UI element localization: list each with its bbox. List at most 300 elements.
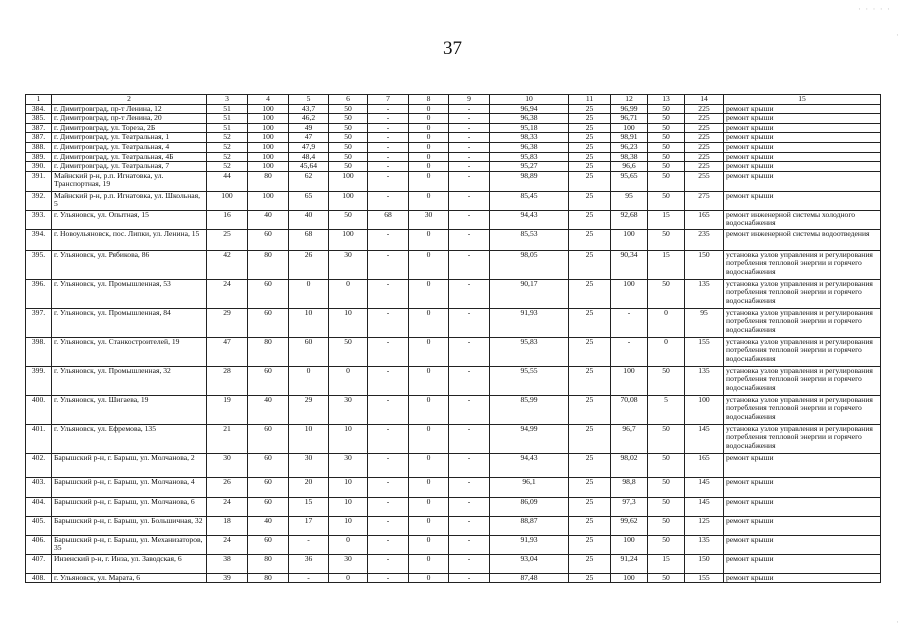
cell-7: - (368, 535, 409, 554)
cell-10: 87,48 (490, 573, 569, 583)
cell-4: 100 (248, 133, 289, 143)
cell-8: 0 (409, 162, 449, 172)
cell-14: 225 (685, 133, 724, 143)
cell-3: 100 (207, 191, 248, 210)
row-number: 387. (26, 133, 52, 143)
cell-14: 255 (685, 171, 724, 191)
table-row (26, 395, 881, 424)
work-type: ремонт инженерной системы холодного водоснабжения (724, 210, 881, 229)
cell-4: 60 (248, 424, 289, 453)
row-number: 394. (26, 229, 52, 250)
cell-12: 95,65 (611, 171, 648, 191)
cell-6: 50 (329, 162, 368, 172)
row-number: 389. (26, 152, 52, 162)
cell-14: 155 (685, 573, 724, 583)
cell-11: 25 (569, 279, 611, 308)
cell-3: 30 (207, 453, 248, 477)
row-number: 384. (26, 104, 52, 114)
cell-13: 0 (648, 337, 685, 366)
cell-5: 65 (289, 191, 329, 210)
table-row (26, 123, 881, 133)
cell-6: 50 (329, 152, 368, 162)
cell-10: 95,27 (490, 162, 569, 172)
column-number: 6 (329, 95, 368, 105)
row-number: 390. (26, 162, 52, 172)
cell-8: 0 (409, 516, 449, 535)
cell-13: 15 (648, 250, 685, 279)
cell-13: 50 (648, 453, 685, 477)
cell-4: 60 (248, 453, 289, 477)
cell-3: 38 (207, 554, 248, 573)
cell-5: 15 (289, 497, 329, 516)
cell-14: 225 (685, 114, 724, 124)
cell-10: 98,89 (490, 171, 569, 191)
table-row (26, 424, 881, 453)
cell-13: 50 (648, 104, 685, 114)
column-number: 4 (248, 95, 289, 105)
cell-8: 0 (409, 453, 449, 477)
work-type: установка узлов управления и регулирования потребления тепловой энергии и горячего водоснабжения (724, 395, 881, 424)
cell-8: 0 (409, 229, 449, 250)
column-number-row (26, 95, 881, 105)
column-number: 1 (26, 95, 52, 105)
cell-3: 24 (207, 279, 248, 308)
cell-7: - (368, 250, 409, 279)
cell-3: 52 (207, 133, 248, 143)
cell-5: 49 (289, 123, 329, 133)
address: г. Ульяновск, ул. Промышленная, 84 (52, 308, 207, 337)
cell-9: - (449, 142, 490, 152)
work-type: установка узлов управления и регулирования потребления тепловой энергии и горячего водоснабжения (724, 366, 881, 395)
work-type: ремонт крыши (724, 477, 881, 497)
cell-10: 95,83 (490, 337, 569, 366)
cell-12: 70,08 (611, 395, 648, 424)
table-row (26, 554, 881, 573)
cell-9: - (449, 229, 490, 250)
cell-13: 50 (648, 123, 685, 133)
column-number: 10 (490, 95, 569, 105)
cell-6: 50 (329, 123, 368, 133)
cell-7: - (368, 453, 409, 477)
cell-3: 51 (207, 104, 248, 114)
column-number: 14 (685, 95, 724, 105)
cell-3: 16 (207, 210, 248, 229)
cell-5: 43,7 (289, 104, 329, 114)
table-row (26, 497, 881, 516)
address: Барышский р-н, г. Барыш, ул. Большичная, 32 (52, 516, 207, 535)
cell-6: 50 (329, 142, 368, 152)
cell-10: 94,99 (490, 424, 569, 453)
cell-10: 96,38 (490, 142, 569, 152)
cell-11: 25 (569, 395, 611, 424)
cell-3: 39 (207, 573, 248, 583)
address: г. Новоульяновск, пос. Липки, ул. Ленина, 15 (52, 229, 207, 250)
cell-3: 24 (207, 497, 248, 516)
cell-13: 50 (648, 535, 685, 554)
cell-8: 0 (409, 337, 449, 366)
cell-10: 95,18 (490, 123, 569, 133)
cell-5: 26 (289, 250, 329, 279)
work-type: ремонт крыши (724, 133, 881, 143)
cell-14: 225 (685, 104, 724, 114)
cell-9: - (449, 516, 490, 535)
address: г. Ульяновск, ул. Станкостроителей, 19 (52, 337, 207, 366)
cell-11: 25 (569, 573, 611, 583)
cell-14: 145 (685, 424, 724, 453)
scan-artifact-bottom-right: · (896, 617, 900, 627)
cell-9: - (449, 133, 490, 143)
cell-14: 155 (685, 337, 724, 366)
cell-11: 25 (569, 535, 611, 554)
cell-11: 25 (569, 171, 611, 191)
cell-5: 60 (289, 337, 329, 366)
cell-9: - (449, 337, 490, 366)
column-number: 2 (52, 95, 207, 105)
address: г. Димитровград, пр-т Ленина, 20 (52, 114, 207, 124)
work-type: установка узлов управления и регулирования потребления тепловой энергии и горячего водоснабжения (724, 279, 881, 308)
row-number: 405. (26, 516, 52, 535)
cell-4: 80 (248, 171, 289, 191)
cell-13: 15 (648, 210, 685, 229)
column-number: 13 (648, 95, 685, 105)
address: Майнский р-н, р.п. Игнатовка, ул. Школьная, 5 (52, 191, 207, 210)
cell-14: 225 (685, 123, 724, 133)
address: Барышский р-н, г. Барыш, ул. Молчанова, 4 (52, 477, 207, 497)
cell-9: - (449, 123, 490, 133)
cell-14: 100 (685, 395, 724, 424)
cell-3: 42 (207, 250, 248, 279)
cell-11: 25 (569, 453, 611, 477)
address: г. Ульяновск, ул. Марата, 6 (52, 573, 207, 583)
work-type: ремонт крыши (724, 171, 881, 191)
cell-12: 97,3 (611, 497, 648, 516)
cell-13: 50 (648, 142, 685, 152)
cell-14: 225 (685, 142, 724, 152)
cell-7: - (368, 171, 409, 191)
work-type: ремонт крыши (724, 453, 881, 477)
cell-12: 100 (611, 573, 648, 583)
cell-9: - (449, 104, 490, 114)
cell-6: 0 (329, 535, 368, 554)
cell-8: 0 (409, 395, 449, 424)
cell-11: 25 (569, 142, 611, 152)
cell-5: 68 (289, 229, 329, 250)
table-row (26, 308, 881, 337)
cell-3: 52 (207, 142, 248, 152)
cell-10: 91,93 (490, 535, 569, 554)
cell-11: 25 (569, 424, 611, 453)
cell-13: 50 (648, 162, 685, 172)
cell-7: - (368, 337, 409, 366)
cell-13: 15 (648, 554, 685, 573)
cell-7: - (368, 279, 409, 308)
cell-4: 60 (248, 366, 289, 395)
cell-12: 98,8 (611, 477, 648, 497)
cell-14: 235 (685, 229, 724, 250)
cell-8: 0 (409, 104, 449, 114)
cell-5: 30 (289, 453, 329, 477)
cell-9: - (449, 395, 490, 424)
work-type: ремонт крыши (724, 142, 881, 152)
cell-14: 145 (685, 477, 724, 497)
cell-7: - (368, 516, 409, 535)
cell-11: 25 (569, 114, 611, 124)
cell-10: 96,1 (490, 477, 569, 497)
cell-5: 17 (289, 516, 329, 535)
work-type: установка узлов управления и регулирования потребления тепловой энергии и горячего водоснабжения (724, 337, 881, 366)
cell-9: - (449, 171, 490, 191)
table-row (26, 171, 881, 191)
cell-6: 100 (329, 171, 368, 191)
table-row (26, 250, 881, 279)
cell-7: - (368, 477, 409, 497)
table-row (26, 152, 881, 162)
cell-6: 30 (329, 250, 368, 279)
cell-14: 165 (685, 453, 724, 477)
cell-3: 29 (207, 308, 248, 337)
work-type: ремонт крыши (724, 554, 881, 573)
address: г. Димитровград, ул. Театральная, 4Б (52, 152, 207, 162)
cell-8: 0 (409, 497, 449, 516)
column-number: 9 (449, 95, 490, 105)
cell-8: 30 (409, 210, 449, 229)
cell-3: 28 (207, 366, 248, 395)
work-type: установка узлов управления и регулирования потребления тепловой энергии и горячего водоснабжения (724, 424, 881, 453)
table-row (26, 142, 881, 152)
cell-14: 150 (685, 250, 724, 279)
cell-13: 50 (648, 191, 685, 210)
cell-6: 50 (329, 104, 368, 114)
cell-11: 25 (569, 152, 611, 162)
cell-4: 100 (248, 104, 289, 114)
row-number: 399. (26, 366, 52, 395)
work-type: ремонт крыши (724, 497, 881, 516)
cell-8: 0 (409, 308, 449, 337)
cell-7: - (368, 308, 409, 337)
table-row (26, 535, 881, 554)
cell-3: 52 (207, 152, 248, 162)
cell-5: 10 (289, 424, 329, 453)
cell-6: 30 (329, 453, 368, 477)
column-number: 7 (368, 95, 409, 105)
cell-4: 60 (248, 229, 289, 250)
repair-program-table (25, 94, 881, 583)
cell-9: - (449, 308, 490, 337)
cell-6: 50 (329, 114, 368, 124)
cell-12: 96,71 (611, 114, 648, 124)
cell-10: 95,83 (490, 152, 569, 162)
row-number: 388. (26, 142, 52, 152)
cell-13: 50 (648, 279, 685, 308)
cell-12: 96,99 (611, 104, 648, 114)
cell-3: 51 (207, 114, 248, 124)
cell-6: 0 (329, 366, 368, 395)
column-number: 8 (409, 95, 449, 105)
cell-13: 50 (648, 477, 685, 497)
cell-6: 10 (329, 477, 368, 497)
cell-9: - (449, 424, 490, 453)
row-number: 392. (26, 191, 52, 210)
cell-3: 26 (207, 477, 248, 497)
cell-4: 60 (248, 497, 289, 516)
cell-4: 80 (248, 573, 289, 583)
row-number: 395. (26, 250, 52, 279)
row-number: 403. (26, 477, 52, 497)
cell-12: 98,02 (611, 453, 648, 477)
table-row (26, 229, 881, 250)
work-type: ремонт крыши (724, 516, 881, 535)
cell-4: 100 (248, 191, 289, 210)
cell-7: - (368, 104, 409, 114)
cell-7: - (368, 573, 409, 583)
table-row (26, 133, 881, 143)
cell-10: 96,38 (490, 114, 569, 124)
cell-9: - (449, 366, 490, 395)
page-number: 37 (443, 38, 462, 59)
cell-5: 10 (289, 308, 329, 337)
row-number: 385. (26, 114, 52, 124)
cell-9: - (449, 535, 490, 554)
cell-11: 25 (569, 210, 611, 229)
column-number: 5 (289, 95, 329, 105)
table-row (26, 162, 881, 172)
address: г. Димитровград, ул. Театральная, 7 (52, 162, 207, 172)
cell-12: 100 (611, 366, 648, 395)
work-type: ремонт крыши (724, 104, 881, 114)
cell-4: 100 (248, 152, 289, 162)
cell-8: 0 (409, 114, 449, 124)
cell-11: 25 (569, 191, 611, 210)
cell-3: 21 (207, 424, 248, 453)
cell-12: 100 (611, 279, 648, 308)
cell-12: 96,7 (611, 424, 648, 453)
cell-5: - (289, 573, 329, 583)
cell-10: 88,87 (490, 516, 569, 535)
cell-12: - (611, 337, 648, 366)
cell-12: 96,23 (611, 142, 648, 152)
cell-14: 275 (685, 191, 724, 210)
cell-6: 100 (329, 229, 368, 250)
cell-5: 0 (289, 279, 329, 308)
cell-8: 0 (409, 477, 449, 497)
cell-4: 80 (248, 337, 289, 366)
cell-12: 100 (611, 123, 648, 133)
cell-11: 25 (569, 366, 611, 395)
cell-5: 62 (289, 171, 329, 191)
cell-11: 25 (569, 477, 611, 497)
cell-12: 100 (611, 229, 648, 250)
cell-10: 91,93 (490, 308, 569, 337)
address: Барышский р-н, г. Барыш, ул. Молчанова, 2 (52, 453, 207, 477)
address: г. Ульяновск, ул. Промышленная, 53 (52, 279, 207, 308)
address: г. Ульяновск, ул. Опытная, 15 (52, 210, 207, 229)
cell-14: 145 (685, 497, 724, 516)
address: г. Ульяновск, ул. Рябикова, 86 (52, 250, 207, 279)
cell-5: 29 (289, 395, 329, 424)
cell-7: - (368, 229, 409, 250)
table-row (26, 210, 881, 229)
cell-11: 25 (569, 123, 611, 133)
cell-9: - (449, 114, 490, 124)
cell-10: 94,43 (490, 210, 569, 229)
cell-6: 30 (329, 395, 368, 424)
row-number: 391. (26, 171, 52, 191)
column-number: 3 (207, 95, 248, 105)
cell-5: 40 (289, 210, 329, 229)
table-row (26, 114, 881, 124)
address: Майнский р-н, р.п. Игнатовка, ул. Транспортная, 19 (52, 171, 207, 191)
cell-5: 36 (289, 554, 329, 573)
cell-12: - (611, 308, 648, 337)
cell-8: 0 (409, 279, 449, 308)
cell-3: 51 (207, 123, 248, 133)
cell-14: 225 (685, 152, 724, 162)
cell-7: - (368, 366, 409, 395)
cell-9: - (449, 573, 490, 583)
row-number: 402. (26, 453, 52, 477)
cell-6: 0 (329, 573, 368, 583)
cell-8: 0 (409, 123, 449, 133)
row-number: 404. (26, 497, 52, 516)
address: Барышский р-н, г. Барыш, ул. Механизаторов, 35 (52, 535, 207, 554)
cell-7: - (368, 142, 409, 152)
cell-4: 100 (248, 114, 289, 124)
cell-7: - (368, 424, 409, 453)
cell-12: 99,62 (611, 516, 648, 535)
work-type: ремонт крыши (724, 162, 881, 172)
cell-10: 85,99 (490, 395, 569, 424)
cell-6: 50 (329, 210, 368, 229)
cell-7: - (368, 162, 409, 172)
cell-12: 91,24 (611, 554, 648, 573)
address: г. Димитровград, ул. Театральная, 1 (52, 133, 207, 143)
cell-7: - (368, 191, 409, 210)
cell-13: 50 (648, 516, 685, 535)
cell-8: 0 (409, 535, 449, 554)
row-number: 408. (26, 573, 52, 583)
cell-9: - (449, 453, 490, 477)
cell-5: 47,9 (289, 142, 329, 152)
cell-7: - (368, 152, 409, 162)
row-number: 393. (26, 210, 52, 229)
cell-14: 225 (685, 162, 724, 172)
cell-11: 25 (569, 133, 611, 143)
cell-8: 0 (409, 554, 449, 573)
cell-13: 50 (648, 229, 685, 250)
cell-4: 60 (248, 535, 289, 554)
cell-6: 10 (329, 424, 368, 453)
row-number: 406. (26, 535, 52, 554)
cell-12: 96,6 (611, 162, 648, 172)
cell-6: 50 (329, 133, 368, 143)
cell-5: 0 (289, 366, 329, 395)
address: Барышский р-н, г. Барыш, ул. Молчанова, 6 (52, 497, 207, 516)
cell-12: 95 (611, 191, 648, 210)
cell-11: 25 (569, 337, 611, 366)
cell-4: 40 (248, 395, 289, 424)
cell-8: 0 (409, 424, 449, 453)
work-type: ремонт крыши (724, 535, 881, 554)
cell-12: 90,34 (611, 250, 648, 279)
cell-8: 0 (409, 250, 449, 279)
cell-14: 135 (685, 279, 724, 308)
cell-11: 25 (569, 229, 611, 250)
cell-10: 95,55 (490, 366, 569, 395)
scan-artifact-right-edge: · (896, 30, 900, 40)
address: г. Димитровград, ул. Театральная, 4 (52, 142, 207, 152)
cell-5: 48,4 (289, 152, 329, 162)
cell-12: 100 (611, 535, 648, 554)
